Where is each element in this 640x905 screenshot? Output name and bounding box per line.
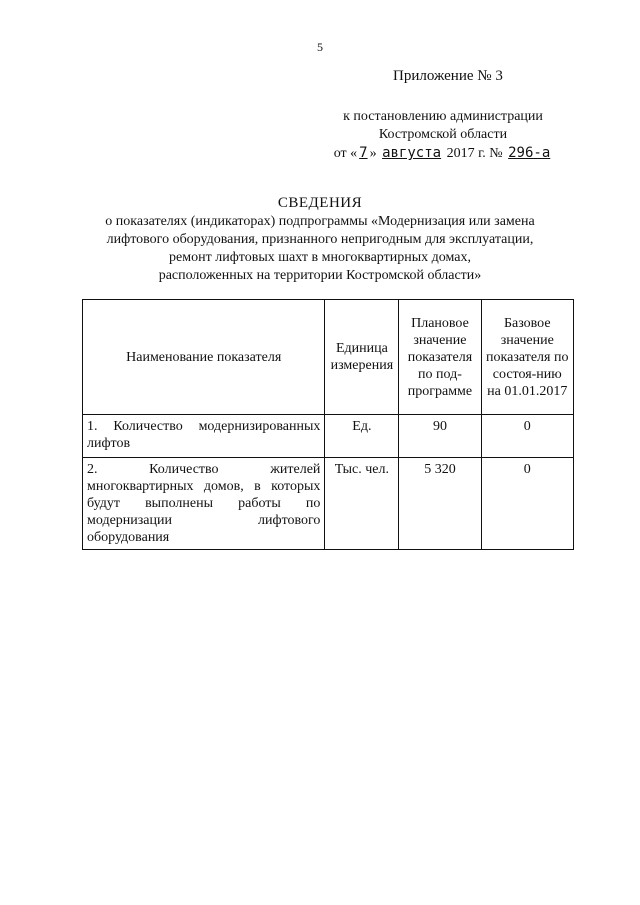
header-unit: Единица измерения bbox=[325, 300, 399, 415]
header-indicator-name: Наименование показателя bbox=[83, 300, 325, 415]
decree-reference bbox=[318, 108, 568, 163]
document-title: СВЕДЕНИЯ bbox=[277, 195, 363, 211]
cell-unit: Тыс. чел. bbox=[325, 458, 399, 550]
decree-date bbox=[318, 144, 568, 163]
cell-planned-value: 5 320 bbox=[399, 458, 481, 550]
document-subtitle bbox=[60, 213, 580, 285]
indicators-table bbox=[82, 299, 574, 550]
table-row bbox=[83, 458, 574, 550]
subtitle-line: лифтового оборудования, признанного непригодным для эксплуатации, bbox=[106, 232, 534, 247]
header-planned-value: Плановое значение показателя по под-программе bbox=[399, 300, 481, 415]
cell-base-value: 0 bbox=[481, 415, 573, 458]
cell-planned-value: 90 bbox=[399, 415, 481, 458]
decree-day-suffix: » bbox=[369, 146, 377, 161]
decree-line-1: к постановлению администрации bbox=[343, 109, 543, 124]
subtitle-line: о показателях (индикаторах) подпрограммы «Модернизация или замена bbox=[105, 214, 535, 229]
decree-year: 2017 г. № bbox=[446, 146, 503, 161]
decree-day: 7 bbox=[359, 145, 368, 161]
decree-line-2: Костромской области bbox=[378, 127, 508, 142]
decree-date-prefix: от « bbox=[333, 146, 358, 161]
cell-base-value: 0 bbox=[481, 458, 573, 550]
cell-indicator-name: 1. Количество модернизированных лифтов bbox=[83, 415, 325, 458]
cell-indicator-name: 2. Количество жителей многоквартирных домов, в которых будут выполнены работы по модернизации лифтового оборудования bbox=[83, 458, 325, 550]
header-base-value: Базовое значение показателя по состоя-нию на 01.01.2017 bbox=[481, 300, 573, 415]
table-header-row bbox=[83, 300, 574, 415]
decree-number: 296-а bbox=[508, 145, 551, 161]
appendix-label: Приложение № 3 bbox=[393, 68, 503, 84]
decree-month: августа bbox=[382, 145, 442, 161]
cell-unit: Ед. bbox=[325, 415, 399, 458]
subtitle-line: ремонт лифтовых шахт в многоквартирных домах, bbox=[169, 250, 471, 265]
page-number: 5 bbox=[317, 40, 323, 54]
table-row bbox=[83, 415, 574, 458]
subtitle-line: расположенных на территории Костромской области» bbox=[158, 268, 482, 283]
